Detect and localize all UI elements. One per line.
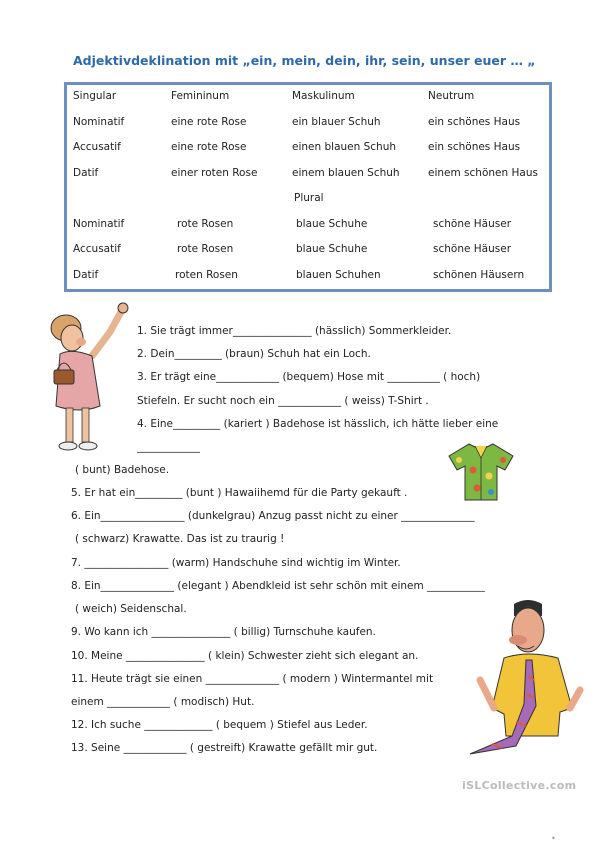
exercise-1: 1. Sie trägt immer_______________ (hässlich) Sommerkleider. [137, 325, 452, 337]
exercise-5: 5. Er hat ein_________ (bunt ) Hawaiihemd für die Party gekauft . [71, 487, 408, 499]
table-cell: schöne Häuser [433, 218, 512, 230]
exercise-9: 9. Wo kann ich _______________ ( billig) Turnschuhe kaufen. [71, 626, 376, 638]
page-title: Adjektivdeklination mit „ein, mein, dein, ihr, sein, unser euer … „ [73, 53, 536, 68]
plural-heading: Plural [294, 192, 324, 204]
exercise-8: 8. Ein______________ (elegant ) Abendkleid ist sehr schön mit einem ___________ [71, 580, 485, 592]
table-cell: ein schönes Haus [428, 116, 521, 128]
watermark-text: iSLCollective.com [462, 779, 577, 792]
table-cell: Nominatif [73, 218, 125, 230]
table-cell: Femininum [171, 90, 230, 102]
exercise-13: 13. Seine ____________ ( gestreift) Krawatte gefällt mir gut. [71, 742, 378, 754]
exercise-6: 6. Ein________________ (dunkelgrau) Anzug passt nicht zu einer ______________ [71, 510, 475, 522]
table-cell: rote Rosen [177, 218, 234, 230]
exercise-4-blank: ____________ [137, 441, 200, 453]
table-cell: Maskulinum [292, 90, 355, 102]
table-cell: eine rote Rose [171, 141, 247, 153]
hawaiian-shirt-illustration [447, 440, 515, 502]
exercise-6-cont: ( schwarz) Krawatte. Das ist zu traurig ! [75, 533, 285, 545]
table-cell: einem blauen Schuh [292, 167, 400, 179]
exercise-11-cont: einem ____________ ( modisch) Hut. [71, 696, 255, 708]
table-cell: Neutrum [428, 90, 475, 102]
table-cell: einer roten Rose [171, 167, 258, 179]
table-cell: Datif [73, 167, 99, 179]
table-cell: rote Rosen [177, 243, 234, 255]
exercise-3: 3. Er trägt eine____________ (bequem) Hose mit __________ ( hoch) [137, 371, 481, 383]
table-cell: einen blauen Schuh [292, 141, 397, 153]
declension-table [64, 82, 552, 292]
exercise-10: 10. Meine _______________ ( klein) Schwester zieht sich elegant an. [71, 650, 419, 662]
footer-dot: • [551, 834, 556, 843]
table-cell: Accusatif [73, 243, 121, 255]
table-cell: schöne Häuser [433, 243, 512, 255]
table-cell: roten Rosen [175, 269, 238, 281]
table-cell: blaue Schuhe [296, 243, 368, 255]
table-cell: blauen Schuhen [296, 269, 381, 281]
table-cell: ein blauer Schuh [292, 116, 381, 128]
table-cell: Datif [73, 269, 99, 281]
table-cell: eine rote Rose [171, 116, 247, 128]
table-cell: einem schönen Haus [428, 167, 538, 179]
exercise-8-cont: ( weich) Seidenschal. [75, 603, 187, 615]
exercise-2: 2. Dein_________ (braun) Schuh hat ein Loch. [137, 348, 371, 360]
table-cell: schönen Häusern [433, 269, 525, 281]
table-cell: Singular [73, 90, 117, 102]
table-cell: ein schönes Haus [428, 141, 521, 153]
table-cell: Accusatif [73, 141, 121, 153]
exercise-4: 4. Eine_________ (kariert ) Badehose ist hässlich, ich hätte lieber eine [137, 418, 499, 430]
exercise-12: 12. Ich suche _____________ ( bequem ) Stiefel aus Leder. [71, 719, 368, 731]
exercise-4-cont: ( bunt) Badehose. [75, 464, 170, 476]
woman-waving-illustration [44, 296, 130, 456]
table-cell: blaue Schuhe [296, 218, 368, 230]
exercise-7: 7. ________________ (warm) Handschuhe sind wichtig im Winter. [71, 557, 401, 569]
table-cell: Nominatif [73, 116, 125, 128]
exercise-3-cont: Stiefeln. Er sucht noch ein ____________ ( weiss) T-Shirt . [137, 395, 429, 407]
exercise-11: 11. Heute trägt sie einen ______________ ( modern ) Wintermantel mit [71, 673, 434, 685]
man-with-tie-illustration [462, 596, 586, 756]
